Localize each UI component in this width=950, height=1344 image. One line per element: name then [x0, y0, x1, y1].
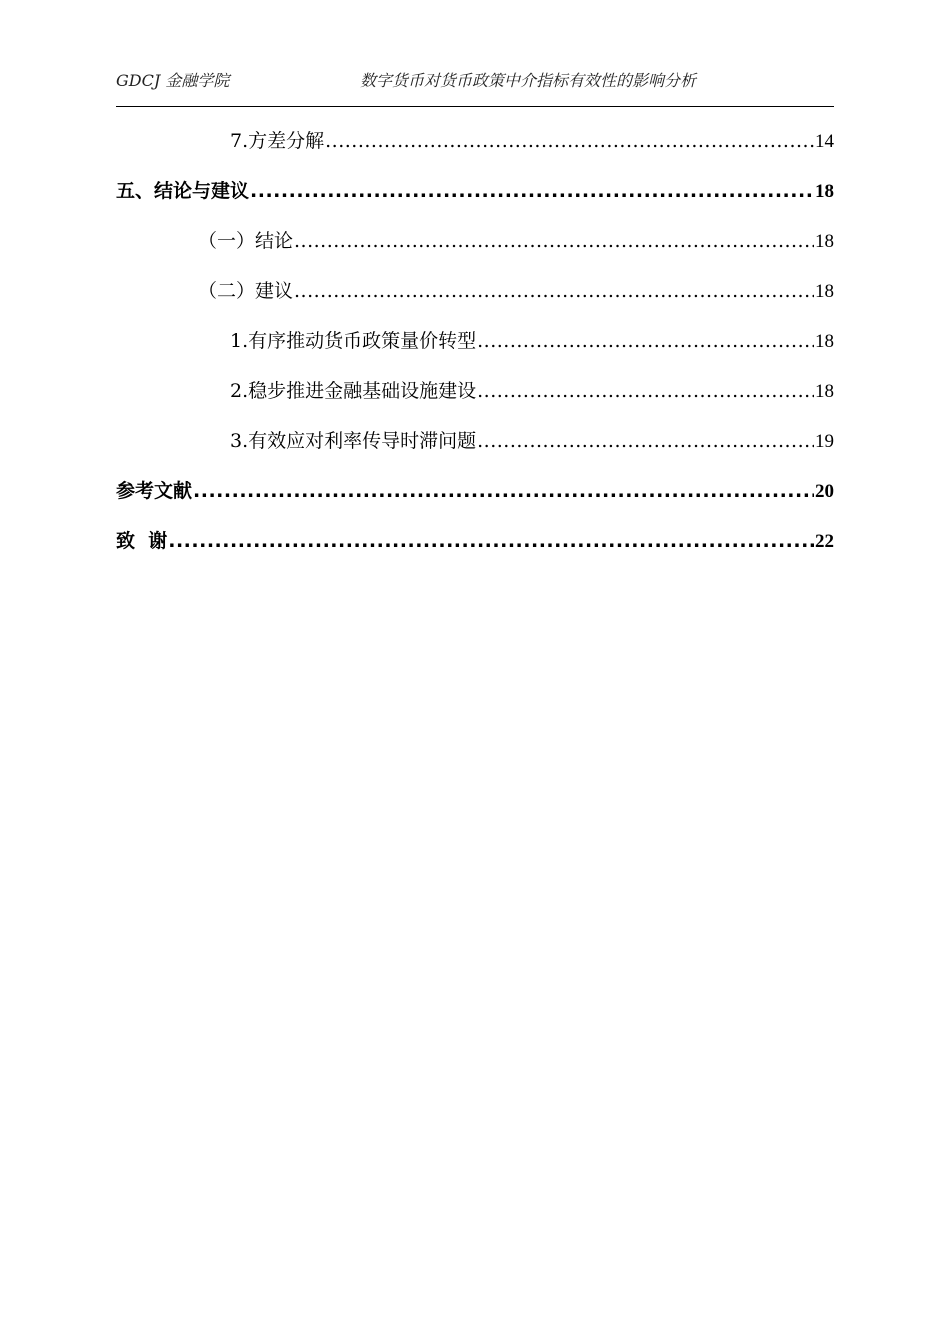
- toc-leader-dots: [477, 374, 814, 408]
- toc-leader-dots: [477, 424, 814, 458]
- toc-entry-suggestion-2[interactable]: [116, 374, 834, 424]
- toc-entry-references[interactable]: [116, 474, 834, 524]
- toc-entry-label: 五、结论与建议: [116, 180, 250, 202]
- toc-entry-label: 3.有效应对利率传导时滞问题: [230, 430, 477, 452]
- toc-entry-page: 18: [815, 281, 834, 302]
- toc-leader-dots: [250, 174, 814, 208]
- toc-entry-acknowledgements[interactable]: [116, 524, 834, 574]
- toc-entry-page: 14: [815, 131, 834, 152]
- toc-entry-label: （二）建议: [198, 280, 294, 302]
- toc-entry-suggestion-3[interactable]: [116, 424, 834, 474]
- toc-entry-label: 参考文献: [116, 480, 193, 502]
- toc-leader-dots: [477, 324, 814, 358]
- toc-entry-label: 7.方差分解: [230, 130, 325, 152]
- toc-entry-conclusion-suggestions[interactable]: [116, 174, 834, 224]
- toc-entry-page: 20: [815, 481, 834, 502]
- page-header: [116, 68, 834, 94]
- toc-entry-label: 致 谢: [116, 530, 168, 552]
- toc-leader-dots: [294, 224, 814, 258]
- toc-leader-dots: [193, 474, 814, 508]
- toc-entry-label: （一）结论: [198, 230, 294, 252]
- toc-entry-conclusion[interactable]: [116, 224, 834, 274]
- table-of-contents: [116, 124, 834, 574]
- toc-entry-suggestion-1[interactable]: [116, 324, 834, 374]
- toc-entry-page: 22: [815, 531, 834, 552]
- toc-leader-dots: [294, 274, 814, 308]
- toc-leader-dots: [168, 524, 814, 558]
- toc-entry-page: 18: [815, 181, 834, 202]
- toc-entry-page: 18: [815, 231, 834, 252]
- toc-entry-page: 18: [815, 381, 834, 402]
- header-institution: GDCJ 金融学院: [116, 71, 230, 90]
- toc-entry-suggestions[interactable]: [116, 274, 834, 324]
- toc-entry-label: 2.稳步推进金融基础设施建设: [230, 380, 477, 402]
- toc-entry-page: 18: [815, 331, 834, 352]
- toc-leader-dots: [325, 124, 814, 158]
- toc-entry-page: 19: [815, 431, 834, 452]
- toc-entry-label: 1.有序推动货币政策量价转型: [230, 330, 477, 352]
- toc-entry-variance-decomposition[interactable]: [116, 124, 834, 174]
- header-divider: [116, 106, 834, 107]
- header-title: 数字货币对货币政策中介指标有效性的影响分析: [360, 71, 697, 90]
